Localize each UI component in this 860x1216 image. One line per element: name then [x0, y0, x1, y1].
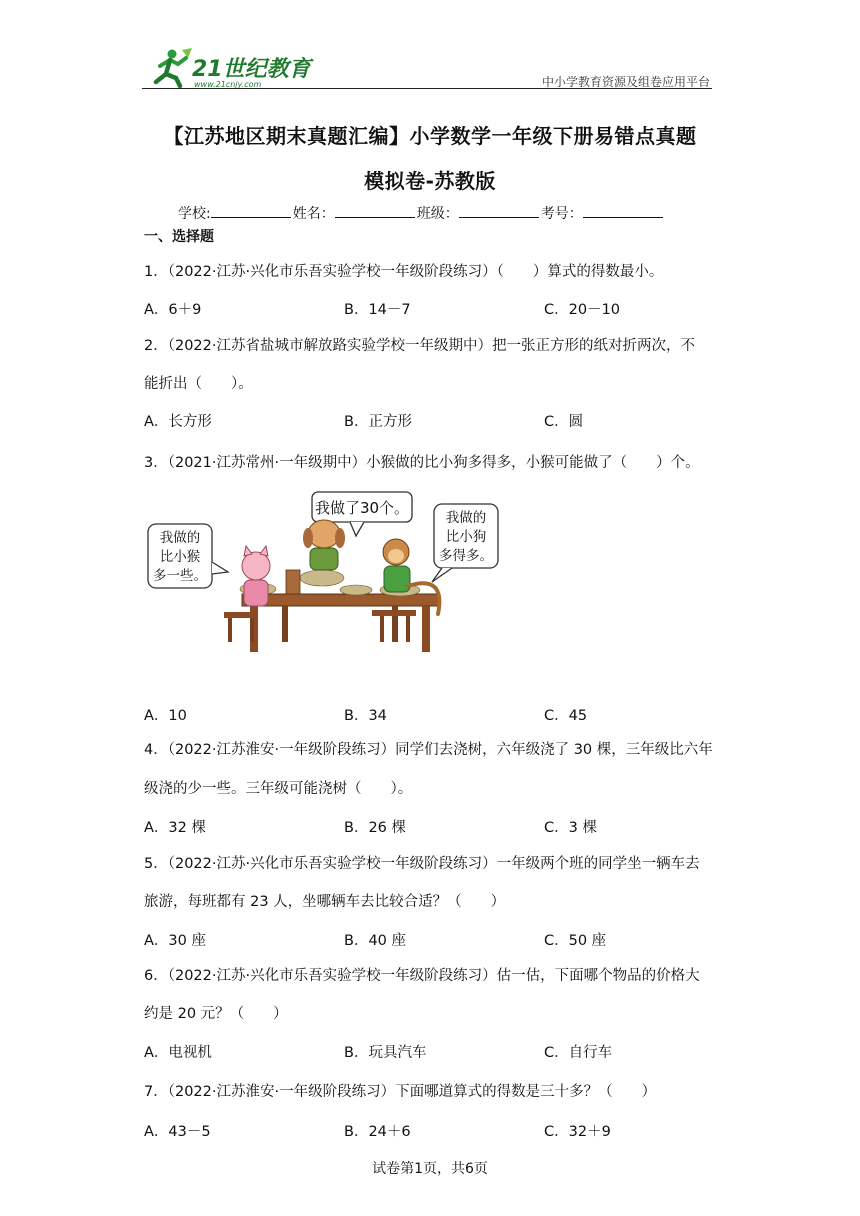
- class-blank[interactable]: [459, 205, 539, 218]
- question-4-option-b[interactable]: B．26 棵: [344, 820, 407, 836]
- question-7-option-a[interactable]: A．43－5: [144, 1124, 211, 1140]
- question-6-option-b[interactable]: B．玩具汽车: [344, 1045, 427, 1061]
- question-4-text-line-2: 级浇的少一些。三年级可能浇树（ ）。: [144, 781, 413, 797]
- question-1-option-a[interactable]: A．6＋9: [144, 302, 202, 318]
- school-label: 学校:: [178, 206, 211, 222]
- question-5-option-c[interactable]: C．50 座: [544, 933, 607, 949]
- student-info-line: [178, 203, 665, 223]
- question-5-option-b[interactable]: B．40 座: [344, 933, 407, 949]
- question-1-option-b[interactable]: B．14－7: [344, 302, 411, 318]
- question-6-option-c[interactable]: C．自行车: [544, 1045, 613, 1061]
- name-label: 姓名：: [292, 206, 335, 222]
- class-label: 班级：: [416, 206, 459, 222]
- question-2-option-a[interactable]: A．长方形: [144, 414, 212, 430]
- question-3-text: 3．（2021·江苏常州·一年级期中）小猴做的比小狗多得多，小猴可能做了（ ）个。: [144, 455, 700, 471]
- question-3-option-c[interactable]: C．45: [544, 708, 588, 724]
- question-1-option-c[interactable]: C．20－10: [544, 302, 621, 318]
- question-5-option-a[interactable]: A．30 座: [144, 933, 206, 949]
- bubble-monkey-line-2: 比小狗: [445, 529, 487, 545]
- question-4-text-line-1: 4．（2022·江苏淮安·一年级阶段练习）同学们去浇树，六年级浇了 30 棵，三年级比六年: [144, 742, 713, 758]
- question-2-option-b[interactable]: B．正方形: [344, 414, 412, 430]
- header-platform-text: 中小学教育资源及组卷应用平台: [541, 75, 710, 89]
- school-blank[interactable]: [211, 205, 291, 218]
- section-heading: 一、选择题: [144, 229, 214, 245]
- question-6-text-line-1: 6．（2022·江苏·兴化市乐吾实验学校一年级阶段练习）估一估，下面哪个物品的价格大: [144, 968, 700, 984]
- page-title-line-2: 模拟卷-苏教版: [364, 169, 496, 193]
- question-5-text-line-2: 旅游，每班都有 23 人，坐哪辆车去比较合适？（ ）: [144, 894, 506, 910]
- header-divider: [142, 88, 712, 89]
- question-2-text-line-1: 2．（2022·江苏省盐城市解放路实验学校一年级期中）把一张正方形的纸对折两次，不: [144, 338, 695, 354]
- bubble-cat-line-2: 比小猴: [159, 549, 201, 565]
- question-7-option-c[interactable]: C．32＋9: [544, 1124, 611, 1140]
- question-2-text-line-2: 能折出（ ）。: [144, 376, 253, 392]
- question-4-option-c[interactable]: C．3 棵: [544, 820, 597, 836]
- exam-no-label: 考号：: [540, 206, 583, 222]
- question-5-text-line-1: 5．（2022·江苏·兴化市乐吾实验学校一年级阶段练习）一年级两个班的同学坐一辆车去: [144, 856, 700, 872]
- bubble-cat-line-3: 多一些。: [153, 568, 207, 584]
- question-3-option-a[interactable]: A．10: [144, 708, 187, 724]
- question-6-option-a[interactable]: A．电视机: [144, 1045, 212, 1061]
- question-6-text-line-2: 约是 20 元？（ ）: [144, 1006, 288, 1022]
- question-7-option-b[interactable]: B．24＋6: [344, 1124, 411, 1140]
- name-blank[interactable]: [335, 205, 415, 218]
- exam-no-blank[interactable]: [583, 205, 663, 218]
- svg-text:www.21cnjy.com: www.21cnjy.com: [194, 80, 262, 89]
- bubble-dog-text: 我做了30个。: [314, 499, 410, 517]
- svg-text:21世纪教育: 21世纪教育: [192, 57, 311, 82]
- question-3-option-b[interactable]: B．34: [344, 708, 387, 724]
- question-1-text: 1．（2022·江苏·兴化市乐吾实验学校一年级阶段练习）（ ）算式的得数最小。: [144, 264, 664, 280]
- page-header: [142, 44, 712, 90]
- page-title-line-1: 【江苏地区期末真题汇编】小学数学一年级下册易错点真题: [163, 124, 697, 148]
- logo-21cnjy: [142, 44, 322, 90]
- question-2-option-c[interactable]: C．圆: [544, 414, 584, 430]
- question-4-option-a[interactable]: A．32 棵: [144, 820, 206, 836]
- question-7-text: 7．（2022·江苏淮安·一年级阶段练习）下面哪道算式的得数是三十多？（ ）: [144, 1084, 657, 1100]
- page-footer: 试卷第1页，共6页: [372, 1161, 488, 1177]
- bubble-cat-line-1: 我做的: [159, 530, 201, 546]
- bubble-monkey-line-3: 多得多。: [439, 548, 493, 564]
- question-3-illustration: [146, 486, 506, 658]
- bubble-monkey-line-1: 我做的: [445, 510, 487, 526]
